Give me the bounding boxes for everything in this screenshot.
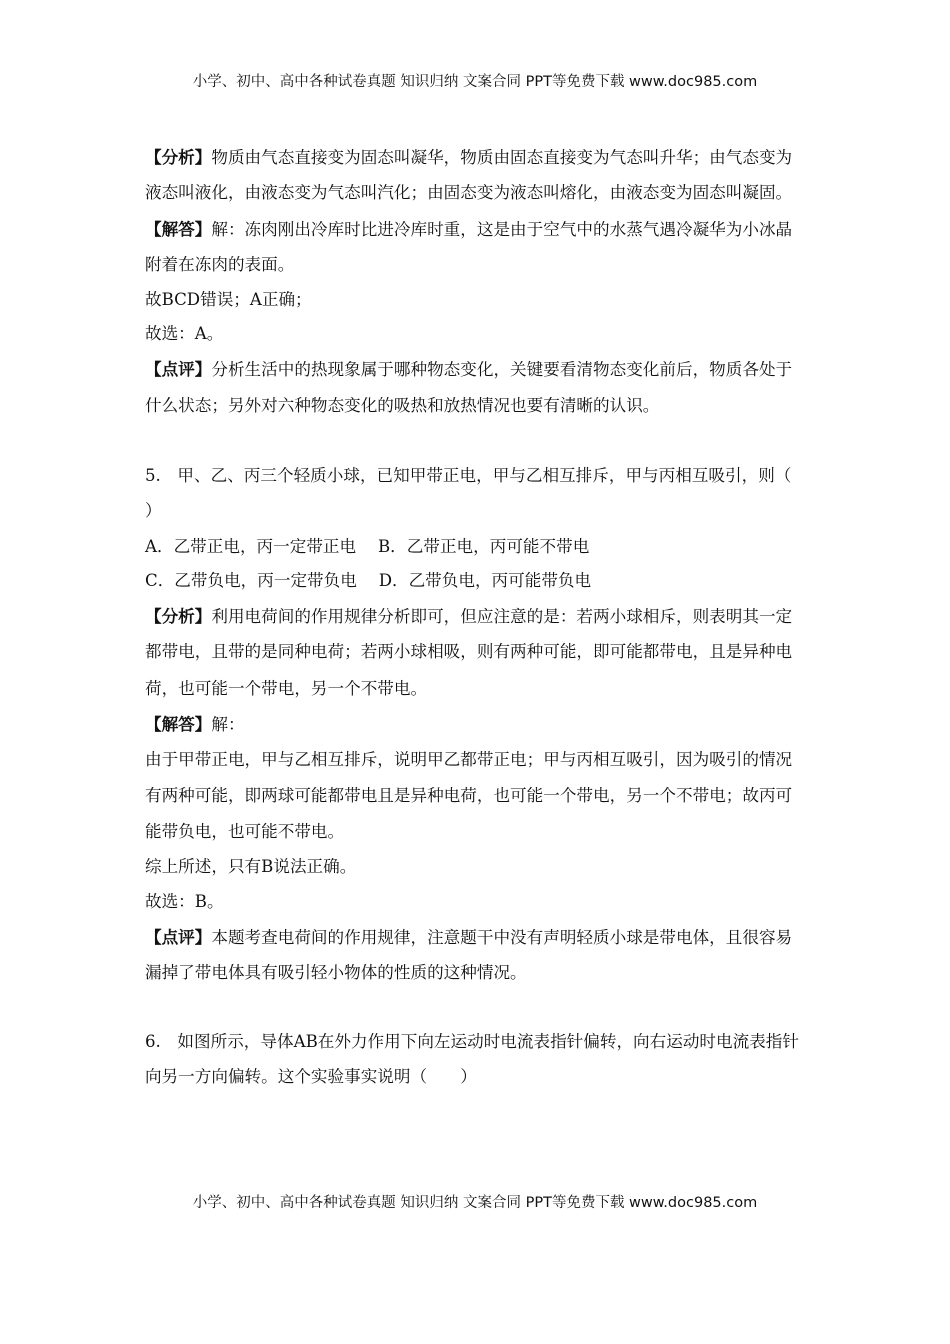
q5-option-line: A．乙带正电，丙一定带正电 B．乙带正电，丙可能不带电: [145, 537, 590, 556]
text: 利用电荷间的作用规律分析即可，但应注意的是：若两小球相斥，则表明其一定: [211, 607, 793, 626]
text: 分析生活中的热现象属于哪种物态变化，关键要看清物态变化前后，物质各处于: [211, 360, 793, 379]
q4-comment-line: [145, 359, 792, 380]
text: 本题考查电荷间的作用规律，注意题干中没有声明轻质小球是带电体，且很容易: [211, 928, 793, 947]
q5-analysis-line: 荷，也可能一个带电，另一个不带电。: [145, 679, 428, 698]
q5-answer-line: 由于甲带正电，甲与乙相互排斥，说明甲乙都带正电；甲与丙相互吸引，因为吸引的情况: [145, 750, 793, 769]
q5-comment-line: [145, 927, 792, 948]
q4-answer-line: 故选：A。: [145, 324, 224, 343]
q5-option-line: C．乙带负电，丙一定带负电 D．乙带负电，丙可能带负电: [145, 571, 592, 590]
page-header: 小学、初中、高中各种试卷真题 知识归纳 文案合同 PPT等免费下载 www.doc985.com: [192, 74, 758, 90]
q4-answer-line: 附着在冻肉的表面。: [145, 255, 295, 274]
q5-answer-line: [145, 714, 245, 735]
page-footer: 小学、初中、高中各种试卷真题 知识归纳 文案合同 PPT等免费下载 www.doc985.com: [192, 1195, 758, 1211]
text: 物质由气态直接变为固态叫凝华，物质由固态直接变为气态叫升华；由气态变为: [211, 148, 793, 167]
q5-answer-line: 能带负电，也可能不带电。: [145, 822, 345, 841]
q4-answer-line: 故BCD错误；A正确；: [145, 290, 312, 309]
answer-tag: 【解答】: [145, 219, 212, 239]
q5-stem-line: 5. 甲、乙、丙三个轻质小球，已知甲带正电，甲与乙相互排斥，甲与丙相互吸引，则（: [145, 466, 792, 485]
q6-stem-line: 向另一方向偏转。这个实验事实说明（ ）: [145, 1067, 477, 1086]
comment-tag: 【点评】: [145, 359, 212, 379]
analysis-tag: 【分析】: [145, 606, 212, 626]
q5-answer-line: 有两种可能，即两球可能都带电且是异种电荷，也可能一个带电，另一个不带电；故丙可: [145, 786, 793, 805]
q4-analysis-line: [145, 147, 792, 168]
q5-analysis-line: [145, 606, 792, 627]
analysis-tag: 【分析】: [145, 147, 212, 167]
text: 解：冻肉刚出冷库时比进冷库时重，这是由于空气中的水蒸气遇冷凝华为小冰晶: [211, 220, 793, 239]
q5-analysis-line: 都带电，且带的是同种电荷；若两小球相吸，则有两种可能，即可能都带电，且是异种电: [145, 642, 793, 661]
q6-stem-line: 6. 如图所示，导体AB在外力作用下向左运动时电流表指针偏转，向右运动时电流表指针: [145, 1032, 799, 1051]
text: 解：: [211, 715, 245, 734]
q4-analysis-line: 液态叫液化，由液态变为气态叫汽化；由固态变为液态叫熔化，由液态变为固态叫凝固。: [145, 183, 793, 202]
q5-answer-line: 综上所述，只有B说法正确。: [145, 857, 357, 876]
q5-stem-line: ）: [145, 501, 162, 520]
q4-answer-line: [145, 219, 792, 240]
q5-comment-line: 漏掉了带电体具有吸引轻小物体的性质的这种情况。: [145, 963, 527, 982]
q4-comment-line: 什么状态；另外对六种物态变化的吸热和放热情况也要有清晰的认识。: [145, 396, 660, 415]
answer-tag: 【解答】: [145, 714, 212, 734]
q5-answer-line: 故选：B。: [145, 892, 224, 911]
comment-tag: 【点评】: [145, 927, 212, 947]
